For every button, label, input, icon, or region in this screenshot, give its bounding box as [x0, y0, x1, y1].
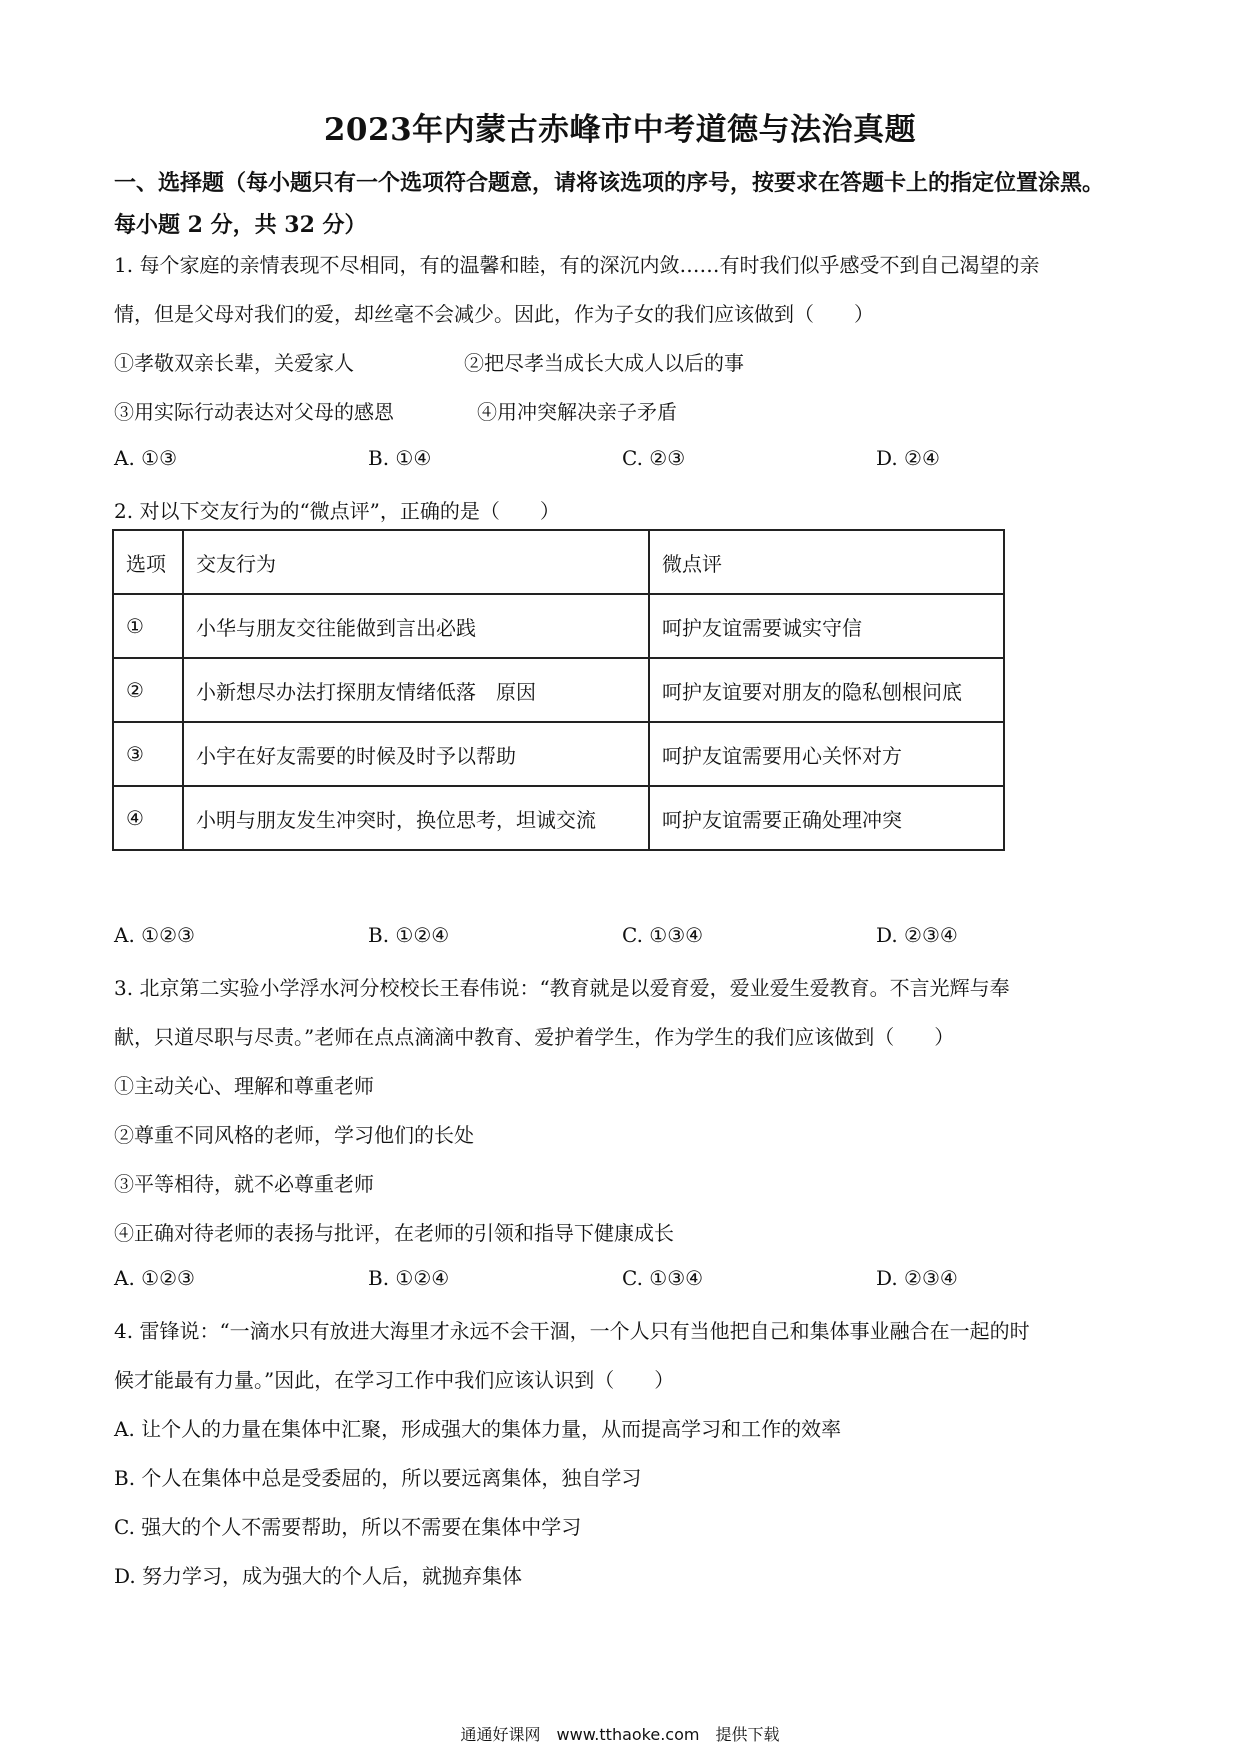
table-cell: 呵护友谊要对朋友的隐私刨根问底 [649, 658, 1004, 722]
q1-statement-1: ①孝敬双亲长辈，关爱家人 [114, 351, 354, 375]
q3-stem-line2: 献，只道尽职与尽责。”老师在点点滴滴中教育、爱护着学生，作为学生的我们应该做到（ ） [114, 1025, 955, 1049]
table-cell: 小宇在好友需要的时候及时予以帮助 [183, 722, 649, 786]
table-cell: 呵护友谊需要诚实守信 [649, 594, 1004, 658]
q3-stem-line1: 3. 北京第二实验小学浮水河分校校长王春伟说：“教育就是以爱育爱，爱业爱生爱教育。不言光辉与奉 [114, 976, 1010, 1000]
q4-option-c: C. 强大的个人不需要帮助，所以不需要在集体中学习 [114, 1515, 582, 1539]
q4-option-a: A. 让个人的力量在集体中汇聚，形成强大的集体力量，从而提高学习和工作的效率 [114, 1417, 842, 1441]
table-cell: ③ [113, 722, 183, 786]
table-row [113, 786, 1004, 850]
table-cell: ② [113, 658, 183, 722]
q1-stem-line2: 情，但是父母对我们的爱，却丝毫不会减少。因此，作为子女的我们应该做到（ ） [114, 302, 874, 326]
q3-option-b: B. ①②④ [368, 1266, 450, 1290]
q1-statement-3: ③用实际行动表达对父母的感恩 [114, 400, 394, 424]
q1-option-c: C. ②③ [622, 446, 686, 470]
table-header-cell: 交友行为 [183, 530, 649, 594]
q1-statement-4: ④用冲突解决亲子矛盾 [477, 400, 677, 424]
q3-option-c: C. ①③④ [622, 1266, 704, 1290]
q3-statement-2: ②尊重不同风格的老师，学习他们的长处 [114, 1123, 474, 1147]
q2-option-a: A. ①②③ [114, 923, 195, 947]
table-row [113, 722, 1004, 786]
q1-option-d: D. ②④ [876, 446, 940, 470]
q2-stem: 2. 对以下交友行为的“微点评”，正确的是（ ） [114, 499, 560, 523]
q3-statement-4: ④正确对待老师的表扬与批评，在老师的引领和指导下健康成长 [114, 1221, 674, 1245]
section-heading: 一、选择题（每小题只有一个选项符合题意，请将该选项的序号，按要求在答题卡上的指定位置涂黑。每小题 2 分，共 32 分） [114, 170, 1105, 238]
table-cell: 呵护友谊需要用心关怀对方 [649, 722, 1004, 786]
table-cell: 小明与朋友发生冲突时，换位思考，坦诚交流 [183, 786, 649, 850]
table-header-row [113, 530, 1004, 594]
table-cell: ① [113, 594, 183, 658]
q1-option-a: A. ①③ [114, 446, 178, 470]
q2-option-c: C. ①③④ [622, 923, 704, 947]
table-header-cell: 微点评 [649, 530, 1004, 594]
q3-option-d: D. ②③④ [876, 1266, 958, 1290]
q2-table [112, 529, 1005, 851]
table-row [113, 594, 1004, 658]
q3-option-a: A. ①②③ [114, 1266, 195, 1290]
table-row [113, 658, 1004, 722]
page-title: 2023年内蒙古赤峰市中考道德与法治真题 [323, 112, 917, 148]
table-cell: ④ [113, 786, 183, 850]
page-footer: 通通好课网 www.tthaoke.com 提供下载 [460, 1725, 780, 1744]
q1-stem-line1: 1. 每个家庭的亲情表现不尽相同，有的温馨和睦，有的深沉内敛……有时我们似乎感受不到自己渴望的亲 [114, 253, 1040, 277]
q2-option-b: B. ①②④ [368, 923, 450, 947]
table-header-cell: 选项 [113, 530, 183, 594]
q2-option-d: D. ②③④ [876, 923, 958, 947]
table-cell: 呵护友谊需要正确处理冲突 [649, 786, 1004, 850]
q4-option-b: B. 个人在集体中总是受委屈的，所以要远离集体，独自学习 [114, 1466, 642, 1490]
q4-stem-line1: 4. 雷锋说：“一滴水只有放进大海里才永远不会干涸，一个人只有当他把自己和集体事业融合在一起的时 [114, 1319, 1030, 1343]
table-cell: 小华与朋友交往能做到言出必践 [183, 594, 649, 658]
q1-option-b: B. ①④ [368, 446, 432, 470]
q4-stem-line2: 候才能最有力量。”因此，在学习工作中我们应该认识到（ ） [114, 1368, 675, 1392]
q4-option-d: D. 努力学习，成为强大的个人后，就抛弃集体 [114, 1564, 523, 1588]
q1-statement-2: ②把尽孝当成长大成人以后的事 [464, 351, 744, 375]
q3-statement-1: ①主动关心、理解和尊重老师 [114, 1074, 374, 1098]
q3-statement-3: ③平等相待，就不必尊重老师 [114, 1172, 374, 1196]
table-cell: 小新想尽办法打探朋友情绪低落 原因 [183, 658, 649, 722]
